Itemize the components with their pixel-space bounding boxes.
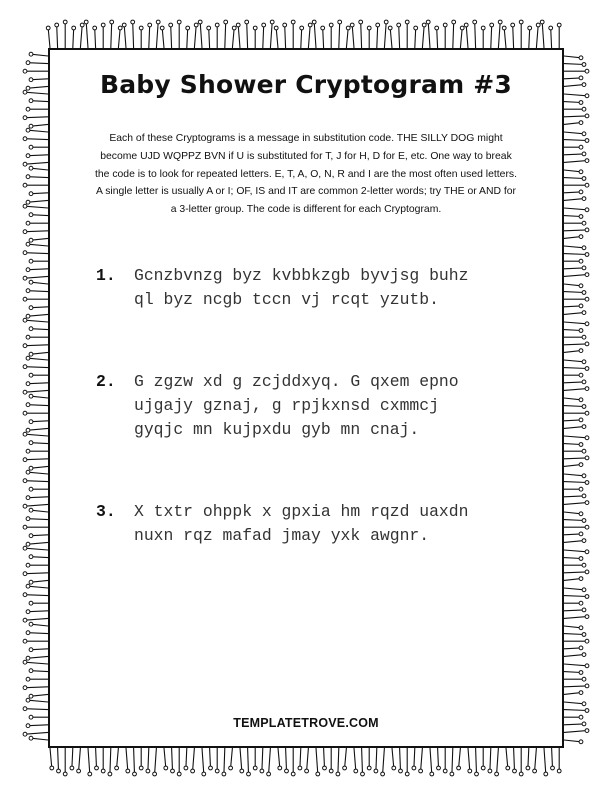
- cryptogram-number: 1.: [96, 266, 116, 285]
- cryptogram-number: 3.: [96, 502, 116, 521]
- cryptogram-line: gyqjc mn kujpxdu gyb mn cnaj.: [134, 420, 420, 439]
- cryptogram-line: ujgajy gznaj, g rpjkxnsd cxmmcj: [134, 396, 439, 415]
- cryptogram-3: [96, 500, 536, 548]
- cryptogram-line: X txtr ohppk x gpxia hm rqzd uaxdn: [134, 502, 469, 521]
- page-title: Baby Shower Cryptogram #3: [99, 70, 513, 99]
- footer-site-name: TEMPLATETROVE.COM: [233, 716, 379, 730]
- cryptogram-1: [96, 264, 536, 312]
- cryptogram-line: nuxn rqz mafad jmay yxk awgnr.: [134, 526, 430, 545]
- cryptogram-line: ql byz ncgb tccn vj rcqt yzutb.: [134, 290, 439, 309]
- cryptogram-line: Gcnzbvnzg byz kvbbkzgb byvjsg buhz: [134, 266, 469, 285]
- instructions-text: Each of these Cryptograms is a message in substitution code. THE SILLY DOG might become UJD WQPPZ BVN if U is substituted for T, J for H, D for E, etc. One way to break the code is to look for repeated letters. E, T, A, O, N, R and I are the most often used letters. A single letter is usually A or I; OF, IS and IT are common 2-letter words; try THE or AND for a 3-letter group. The code is different for each Cryptogram.: [94, 133, 517, 216]
- cryptogram-line: G zgzw xd g zcjddxyq. G qxem epno: [134, 372, 459, 391]
- cryptogram-2: [96, 370, 536, 442]
- cryptogram-number: 2.: [96, 372, 116, 391]
